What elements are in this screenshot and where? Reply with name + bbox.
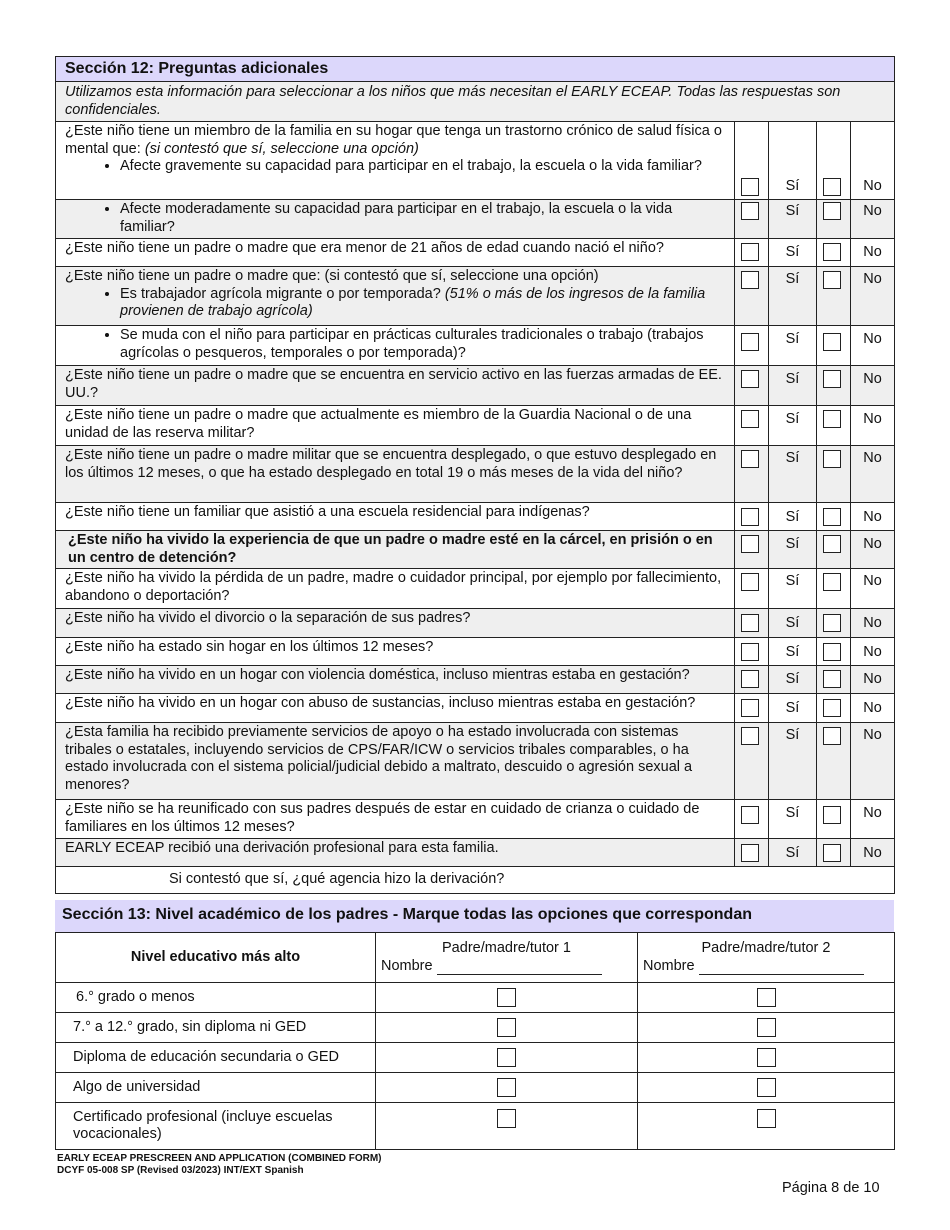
checkbox-yes[interactable] <box>741 573 759 591</box>
checkbox-no[interactable] <box>823 670 841 688</box>
section-12-intro: Utilizamos esta información para seleccionar a los niños que más necesitan el EARLY ECEAP. Todas las respuestas son confidenciales. <box>56 82 895 122</box>
question-residential-school: ¿Este niño tiene un familiar que asistió a una escuela residencial para indígenas? <box>56 503 735 531</box>
checkbox-no[interactable] <box>823 450 841 468</box>
checkbox-yes[interactable] <box>741 727 759 745</box>
education-level-row: 7.° a 12.° grado, sin diploma ni GED <box>56 1013 376 1043</box>
parent-1-checkbox[interactable] <box>497 1078 516 1097</box>
checkbox-no[interactable] <box>823 271 841 289</box>
parent-1-name-input[interactable] <box>437 960 602 975</box>
parent-1-checkbox[interactable] <box>497 1048 516 1067</box>
parent-2-checkbox[interactable] <box>757 1078 776 1097</box>
education-level-row: Certificado profesional (incluye escuelas vocacionales) <box>56 1103 376 1150</box>
checkbox-no[interactable] <box>823 370 841 388</box>
checkbox-no[interactable] <box>823 535 841 553</box>
checkbox-yes[interactable] <box>741 806 759 824</box>
question-incarcerated-parent: ¿Este niño ha vivido la experiencia de que un padre o madre esté en la cárcel, en prisión o en un centro de detención? <box>56 531 735 569</box>
checkbox-no[interactable] <box>823 844 841 862</box>
question-homeless: ¿Este niño ha estado sin hogar en los últimos 12 meses? <box>56 638 735 666</box>
question-substance-abuse: ¿Este niño ha vivido en un hogar con abuso de sustancias, incluso mientras estaba en gestación? <box>56 694 735 723</box>
checkbox-no[interactable] <box>823 410 841 428</box>
education-level-row: Algo de universidad <box>56 1073 376 1103</box>
question-loss-of-caregiver: ¿Este niño ha vivido la pérdida de un padre, madre o cuidador principal, por ejemplo por fallecimiento, abandono o deportación? <box>56 569 735 609</box>
form-title: EARLY ECEAP PRESCREEN AND APPLICATION (COMBINED FORM) <box>57 1153 382 1164</box>
column-parent-2: Padre/madre/tutor 2 <box>701 940 831 956</box>
checkbox-yes[interactable] <box>741 643 759 661</box>
question-young-parent: ¿Este niño tiene un padre o madre que era menor de 21 años de edad cuando nació el niño? <box>56 239 735 267</box>
checkbox-no[interactable] <box>823 243 841 261</box>
parent-1-checkbox[interactable] <box>497 988 516 1007</box>
checkbox-yes[interactable] <box>741 178 759 196</box>
section-12-table: Sección 12: Preguntas adicionales Utilizamos esta información para seleccionar a los niños que más necesitan el EARLY ECEAP. Todas las respuestas son confidenciales. ¿Este niño tiene un miembro de la familia en su hogar que tenga un trastorno crónico de salud física o mental que: (si contestó que sí, seleccione una opción) • Afecte gravemente su capacidad para participar en el trabajo, la escuela o la vida familiar? Sí No • Afecte moderadamente su capacidad para participar en el trabajo, la escuela o la vida familiar? Sí No ¿Este niño tiene un padre o madre que era menor de 21 años de edad cuando nació el niño? Sí No ¿Este niño tiene un padre o madre que: (si contestó que sí, seleccione una opción) • Es trabajador agrícola migrante o por temporada? (51% o más de los ingresos de la familia provienen de trabajo agrícola) Sí No • Se muda con el niño para participar en prácticas culturales tradicionales o trabajo (trabajos agrícolas o pesqueros, temporales o por temporada)? Sí No ¿Este niño tiene un padre o madre que se encuentra en servicio activo en las fuerzas armadas de EE. UU.? Sí No ¿Este niño tiene un padre o madre que actualmente es miembro de la Guardia Nacional o de una unidad de las reserva militar? Sí No ¿Este niño tiene un padre o madre militar que se encuentra desplegado, o que estuvo desplegado en los últimos 12 meses, o que ha estado desplegado en total 19 o más meses de la vida del niño? Sí No ¿Este niño tiene un familiar que asistió a una escuela residencial para indígenas? Sí No ¿Este niño ha vivido la experiencia de que un padre o madre esté en la cárcel, en prisión o en un centro de detención? Sí No ¿Este niño ha vivido la pérdida de un padre, madre o cuidador principal, por ejemplo por fallecimiento, abandono o deportación? Sí No ¿Este niño ha vivido el divorcio o la separación de sus padres? Sí No ¿Este niño ha estado sin hogar en los últimos 12 meses? Sí No ¿Este niño ha vivido en un hogar con violencia doméstica, incluso mientras estaba en gestación? Sí No ¿Este niño ha vivido en un hogar con abuso de sustancias, incluso mientras estaba en gestación? Sí No ¿Esta familia ha recibido previamente servicios de apoyo o ha estado involucrada con sistemas tribales o estatales, incluyendo servicios de CPS/FAR/ICW o servicios tribales comparables, o ha estado involucrada con el sistema policial/judicial debido a maltrato, descuido o agresión sexual a menores? Sí No ¿Este niño se ha reunificado con sus padres después de estar en cuidado de crianza o cuidado de familiares en los últimos 12 meses? Sí No EARLY ECEAP recibió una derivación profesional para esta familia. Sí No Si contestó que sí, ¿qué agencia hizo la derivación? <box>55 56 895 894</box>
section-13-title: Sección 13: Nivel académico de los padres - Marque todas las opciones que correspondan <box>55 900 894 932</box>
question-active-duty: ¿Este niño tiene un padre o madre que se encuentra en servicio activo en las fuerzas armadas de EE. UU.? <box>56 366 735 406</box>
question-national-guard: ¿Este niño tiene un padre o madre que actualmente es miembro de la Guardia Nacional o de una unidad de las reserva militar? <box>56 406 735 446</box>
question-domestic-violence: ¿Este niño ha vivido en un hogar con violencia doméstica, incluso mientras estaba en gestación? <box>56 666 735 694</box>
checkbox-yes[interactable] <box>741 670 759 688</box>
checkbox-no[interactable] <box>823 333 841 351</box>
checkbox-yes[interactable] <box>741 614 759 632</box>
checkbox-no[interactable] <box>823 573 841 591</box>
question-chronic-condition: ¿Este niño tiene un miembro de la familia en su hogar que tenga un trastorno crónico de salud física o mental que: (si contestó que sí, seleccione una opción) • Afecte gravemente su capacidad para participar en el trabajo, la escuela o la vida familiar? <box>56 122 735 200</box>
question-reunified: ¿Este niño se ha reunificado con sus padres después de estar en cuidado de crianza o cuidado de familiares en los últimos 12 meses? <box>56 800 735 839</box>
checkbox-yes[interactable] <box>741 243 759 261</box>
section-12-title: Sección 12: Preguntas adicionales <box>56 57 895 82</box>
checkbox-yes[interactable] <box>741 271 759 289</box>
checkbox-no[interactable] <box>823 806 841 824</box>
referral-agency-field[interactable]: Si contestó que sí, ¿qué agencia hizo la derivación? <box>56 867 895 894</box>
parent-2-name-input[interactable] <box>699 960 864 975</box>
education-level-row: 6.° grado o menos <box>56 983 376 1013</box>
question-divorce: ¿Este niño ha vivido el divorcio o la separación de sus padres? <box>56 609 735 638</box>
question-agricultural: ¿Este niño tiene un padre o madre que: (si contestó que sí, seleccione una opción) • Es trabajador agrícola migrante o por temporada? (51% o más de los ingresos de la familia provienen de trabajo agrícola) <box>56 267 735 326</box>
checkbox-no[interactable] <box>823 202 841 220</box>
checkbox-no[interactable] <box>823 727 841 745</box>
checkbox-yes[interactable] <box>741 699 759 717</box>
page-number: Página 8 de 10 <box>782 1180 880 1196</box>
checkbox-no[interactable] <box>823 699 841 717</box>
section-13-table: Nivel educativo más alto Padre/madre/tutor 1 Nombre Padre/madre/tutor 2 Nombre 6.° grado o menos 7.° a 12.° grado, sin diploma ni GED Diploma de educación secundaria o GED Algo de universidad Certificado profesional (incluye escuelas vocacionales) <box>55 932 895 1150</box>
parent-2-checkbox[interactable] <box>757 1018 776 1037</box>
checkbox-yes[interactable] <box>741 535 759 553</box>
checkbox-yes[interactable] <box>741 202 759 220</box>
checkbox-no[interactable] <box>823 178 841 196</box>
question-deployed: ¿Este niño tiene un padre o madre militar que se encuentra desplegado, o que estuvo desplegado en los últimos 12 meses, o que ha estado desplegado en total 19 o más meses de la vida del niño? <box>56 446 735 503</box>
question-prior-services: ¿Esta familia ha recibido previamente servicios de apoyo o ha estado involucrada con sistemas tribales o estatales, incluyendo servicios de CPS/FAR/ICW o servicios tribales comparables, o ha estado involucrada con el sistema policial/judicial debido a maltrato, descuido o agresión sexual a menores? <box>56 723 735 800</box>
checkbox-yes[interactable] <box>741 844 759 862</box>
parent-2-checkbox[interactable] <box>757 1109 776 1128</box>
checkbox-no[interactable] <box>823 643 841 661</box>
form-number: DCYF 05-008 SP (Revised 03/2023) INT/EXT Spanish <box>57 1165 304 1176</box>
checkbox-no[interactable] <box>823 614 841 632</box>
parent-1-checkbox[interactable] <box>497 1109 516 1128</box>
checkbox-yes[interactable] <box>741 410 759 428</box>
parent-1-checkbox[interactable] <box>497 1018 516 1037</box>
checkbox-no[interactable] <box>823 508 841 526</box>
option-cultural-practices: • Se muda con el niño para participar en prácticas culturales tradicionales o trabajo (trabajos agrícolas o pesqueros, temporales o por temporada)? <box>120 327 725 362</box>
education-level-row: Diploma de educación secundaria o GED <box>56 1043 376 1073</box>
checkbox-yes[interactable] <box>741 370 759 388</box>
column-education-level: Nivel educativo más alto <box>56 933 376 983</box>
question-referral: EARLY ECEAP recibió una derivación profesional para esta familia. <box>56 839 735 867</box>
checkbox-yes[interactable] <box>741 333 759 351</box>
option-severe: • Afecte gravemente su capacidad para participar en el trabajo, la escuela o la vida familiar? <box>120 158 725 176</box>
checkbox-yes[interactable] <box>741 508 759 526</box>
column-parent-1: Padre/madre/tutor 1 <box>442 940 571 956</box>
parent-2-checkbox[interactable] <box>757 988 776 1007</box>
checkbox-yes[interactable] <box>741 450 759 468</box>
option-migrant-worker: • Es trabajador agrícola migrante o por temporada? (51% o más de los ingresos de la familia provienen de trabajo agrícola) <box>120 286 725 321</box>
option-moderate: • Afecte moderadamente su capacidad para participar en el trabajo, la escuela o la vida familiar? <box>120 201 725 236</box>
parent-2-checkbox[interactable] <box>757 1048 776 1067</box>
